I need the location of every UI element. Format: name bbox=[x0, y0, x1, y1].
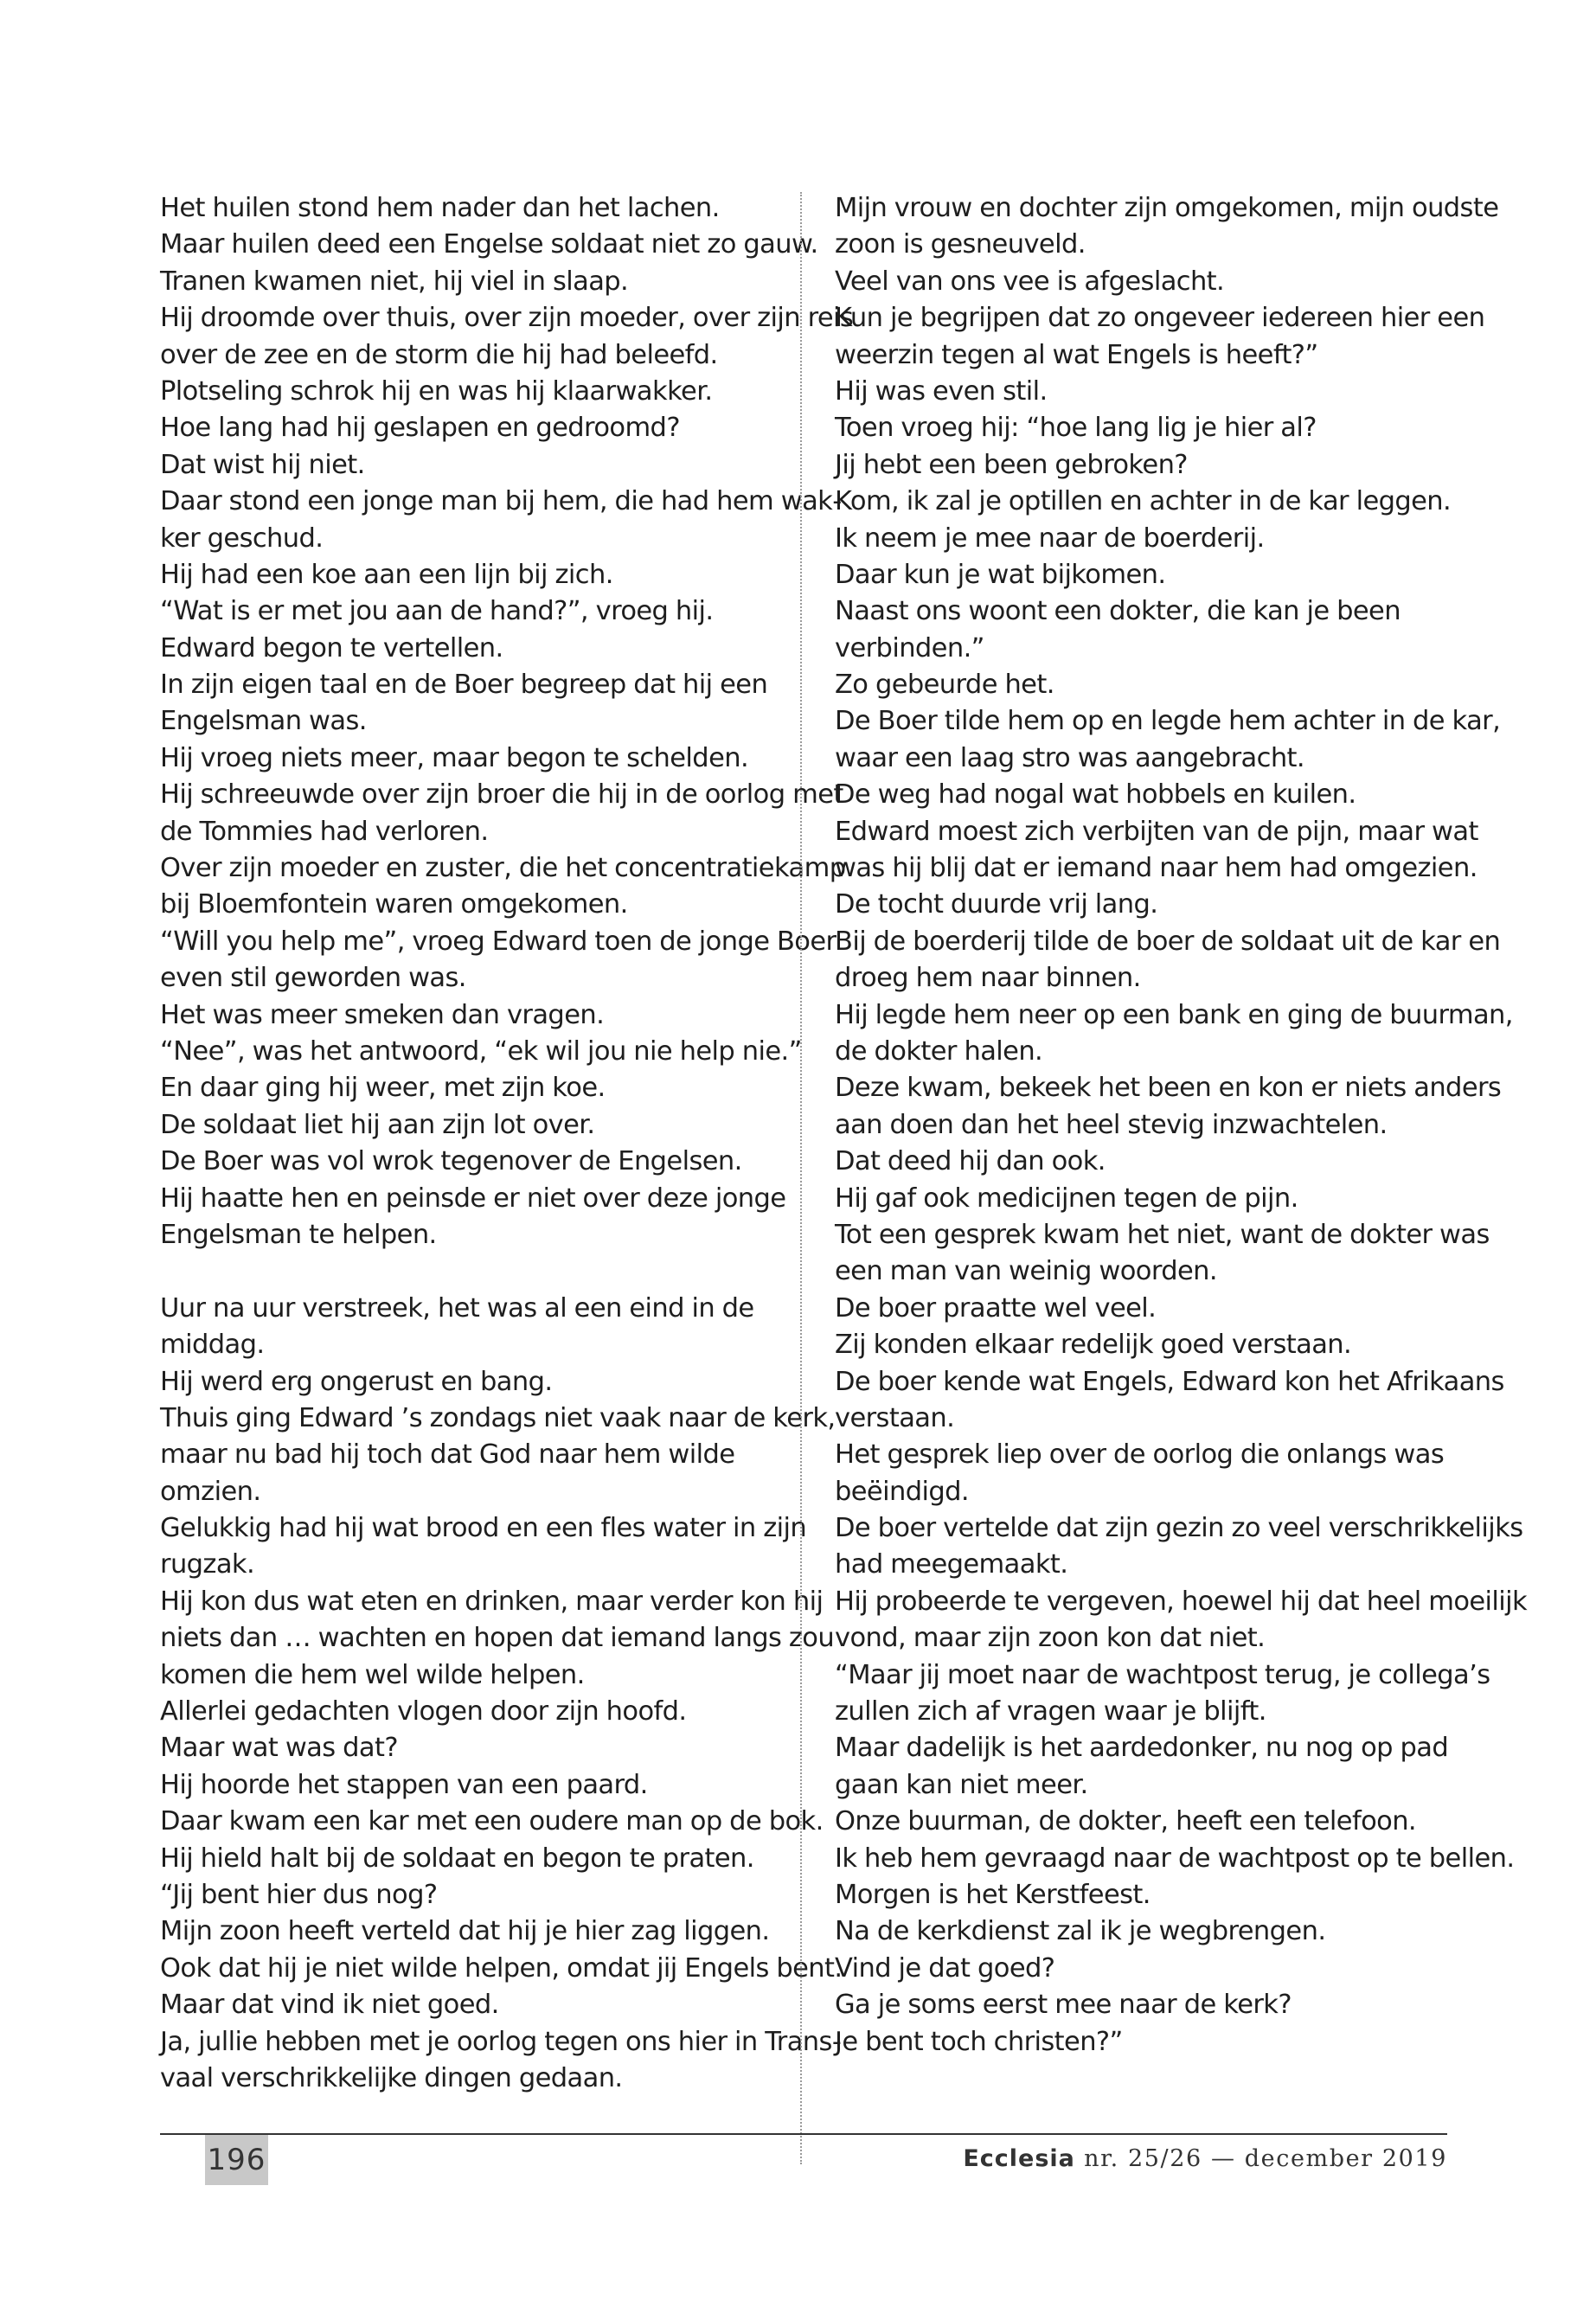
right-column-line: de dokter halen. bbox=[835, 1035, 1043, 1067]
left-column-line: niets dan … wachten en hopen dat iemand langs zou bbox=[160, 1623, 835, 1654]
left-column-line: Hij had een koe aan een lijn bij zich. bbox=[160, 559, 613, 590]
right-column-line: verbinden.” bbox=[835, 632, 984, 663]
paragraph-gap bbox=[160, 1253, 783, 1290]
left-column-line: komen die hem wel wilde helpen. bbox=[160, 1659, 585, 1690]
left-column-line: rugzak. bbox=[160, 1549, 255, 1580]
left-column-line: Maar dat vind ik niet goed. bbox=[160, 1990, 499, 2021]
left-column-line: “Will you help me”, vroeg Edward toen de jonge Boer bbox=[160, 926, 836, 957]
left-column-line: Hij droomde over thuis, over zijn moeder, over zijn reis bbox=[160, 303, 854, 334]
footer-publication-info bbox=[963, 2145, 1447, 2172]
left-column-line: bij Bloemfontein waren omgekomen. bbox=[160, 889, 628, 920]
right-column-line: De boer vertelde dat zijn gezin zo veel verschrikkelijks bbox=[835, 1513, 1523, 1544]
right-column-line: vond, maar zijn zoon kon dat niet. bbox=[835, 1623, 1266, 1654]
right-column-line: Edward moest zich verbijten van de pijn, maar wat bbox=[835, 816, 1478, 847]
right-column-line: Naast ons woont een dokter, die kan je been bbox=[835, 596, 1401, 627]
left-column-line: maar nu bad hij toch dat God naar hem wilde bbox=[160, 1439, 735, 1471]
right-column-line: een man van weinig woorden. bbox=[835, 1256, 1218, 1287]
left-column-line: Over zijn moeder en zuster, die het concentratiekamp bbox=[160, 853, 846, 884]
right-column-line: Hij was even stil. bbox=[835, 375, 1048, 407]
right-column-line: De Boer tilde hem op en legde hem achter in de kar, bbox=[835, 706, 1501, 737]
left-column-line: Hij schreeuwde over zijn broer die hij in de oorlog met bbox=[160, 779, 843, 811]
right-column-line: was hij blij dat er iemand naar hem had omgezien. bbox=[835, 853, 1477, 884]
left-column-line: Hij werd erg ongerust en bang. bbox=[160, 1366, 553, 1397]
left-column-line: “Wat is er met jou aan de hand?”, vroeg hij. bbox=[160, 596, 714, 627]
left-column-line: Allerlei gedachten vlogen door zijn hoofd. bbox=[160, 1696, 687, 1727]
right-column-line: Mijn vrouw en dochter zijn omgekomen, mijn oudste bbox=[835, 193, 1499, 223]
left-column-line: Ook dat hij je niet wilde helpen, omdat jij Engels bent. bbox=[160, 1952, 843, 1984]
left-column-line: even stil geworden was. bbox=[160, 963, 466, 994]
right-column-line: Hij probeerde te vergeven, hoewel hij dat heel moeilijk bbox=[835, 1586, 1528, 1617]
left-column-line: de Tommies had verloren. bbox=[160, 816, 489, 847]
right-column-line: waar een laag stro was aangebracht. bbox=[835, 742, 1304, 773]
left-column-line: En daar ging hij weer, met zijn koe. bbox=[160, 1073, 606, 1104]
left-column-line: De soldaat liet hij aan zijn lot over. bbox=[160, 1109, 595, 1140]
footer-rule bbox=[160, 2133, 1447, 2135]
left-column-line: Hoe lang had hij geslapen en gedroomd? bbox=[160, 413, 680, 444]
right-column-line: Maar dadelijk is het aardedonker, nu nog op pad bbox=[835, 1733, 1449, 1764]
left-column-line: Het was meer smeken dan vragen. bbox=[160, 999, 605, 1030]
right-column-line: Deze kwam, bekeek het been en kon er niets anders bbox=[835, 1073, 1502, 1104]
left-column-line: Hij haatte hen en peinsde er niet over deze jonge bbox=[160, 1183, 786, 1214]
right-column-line: had meegemaakt. bbox=[835, 1549, 1068, 1580]
left-column-line: Maar huilen deed een Engelse soldaat niet zo gauw. bbox=[160, 229, 818, 260]
right-column-line: verstaan. bbox=[835, 1402, 955, 1433]
right-column-line: Onze buurman, de dokter, heeft een telefoon. bbox=[835, 1806, 1417, 1837]
left-column-line: middag. bbox=[160, 1330, 265, 1361]
right-column-line: De weg had nogal wat hobbels en kuilen. bbox=[835, 779, 1356, 811]
right-column-line: Ik heb hem gevraagd naar de wachtpost op te bellen. bbox=[835, 1843, 1515, 1874]
left-column-line: omzien. bbox=[160, 1476, 261, 1507]
left-column-line: Engelsman was. bbox=[160, 706, 367, 737]
left-column-line: ker geschud. bbox=[160, 522, 324, 554]
left-column-line: “Jij bent hier dus nog? bbox=[160, 1879, 438, 1910]
right-column-line: beëindigd. bbox=[835, 1476, 969, 1507]
right-column-line: Hij legde hem neer op een bank en ging de buurman, bbox=[835, 999, 1513, 1030]
right-column-line: Ga je soms eerst mee naar de kerk? bbox=[835, 1990, 1292, 2021]
right-column-line: gaan kan niet meer. bbox=[835, 1769, 1088, 1800]
right-column-line: Daar kun je wat bijkomen. bbox=[835, 559, 1166, 590]
column-divider bbox=[800, 192, 802, 2164]
right-column-line: Het gesprek liep over de oorlog die onlangs was bbox=[835, 1439, 1445, 1471]
left-column-line: Thuis ging Edward ’s zondags niet vaak naar de kerk, bbox=[160, 1402, 836, 1433]
right-column-line: Je bent toch christen?” bbox=[835, 2026, 1123, 2057]
left-column-line: Hij hield halt bij de soldaat en begon te praten. bbox=[160, 1843, 754, 1874]
right-column-line: De boer kende wat Engels, Edward kon het Afrikaans bbox=[835, 1366, 1504, 1397]
right-column-line: Hij gaf ook medicijnen tegen de pijn. bbox=[835, 1183, 1298, 1214]
right-column-line: Tot een gesprek kwam het niet, want de dokter was bbox=[835, 1219, 1490, 1250]
left-column-line: Ja, jullie hebben met je oorlog tegen ons hier in Trans- bbox=[160, 2026, 842, 2057]
left-column-line: vaal verschrikkelijke dingen gedaan. bbox=[160, 2062, 623, 2093]
left-column-line: Het huilen stond hem nader dan het lachen. bbox=[160, 193, 720, 223]
right-column-line: Jij hebt een been gebroken? bbox=[835, 449, 1188, 480]
right-column-line: Kun je begrijpen dat zo ongeveer iedereen hier een bbox=[835, 303, 1485, 334]
left-column-line: Tranen kwamen niet, hij viel in slaap. bbox=[160, 266, 629, 297]
left-column-line: Daar stond een jonge man bij hem, die had hem wak- bbox=[160, 486, 842, 517]
right-column-line: “Maar jij moet naar de wachtpost terug, je collega’s bbox=[835, 1659, 1490, 1690]
left-column-line: Mijn zoon heeft verteld dat hij je hier zag liggen. bbox=[160, 1916, 770, 1947]
right-text-column bbox=[835, 190, 1528, 2061]
right-column-line: De tocht duurde vrij lang. bbox=[835, 889, 1158, 920]
journal-name: Ecclesia bbox=[963, 2145, 1075, 2172]
right-column-line: Dat deed hij dan ook. bbox=[835, 1146, 1106, 1177]
right-column-line: droeg hem naar binnen. bbox=[835, 963, 1141, 994]
left-column-line: Plotseling schrok hij en was hij klaarwakker. bbox=[160, 375, 713, 407]
page-number: 196 bbox=[205, 2135, 268, 2185]
right-column-line: Na de kerkdienst zal ik je wegbrengen. bbox=[835, 1916, 1326, 1947]
right-column-line: zullen zich af vragen waar je blijft. bbox=[835, 1696, 1266, 1727]
left-column-line: over de zee en de storm die hij had beleefd. bbox=[160, 339, 718, 370]
right-column-line: De boer praatte wel veel. bbox=[835, 1292, 1157, 1324]
left-column-line: Maar wat was dat? bbox=[160, 1733, 398, 1764]
left-column-line: Dat wist hij niet. bbox=[160, 449, 365, 480]
right-column-line: aan doen dan het heel stevig inzwachtelen. bbox=[835, 1109, 1388, 1140]
left-text-column bbox=[160, 190, 854, 2097]
left-column-line: De Boer was vol wrok tegenover de Engelsen. bbox=[160, 1146, 742, 1177]
right-column-line: Zo gebeurde het. bbox=[835, 670, 1054, 701]
right-column-line: Ik neem je mee naar de boerderij. bbox=[835, 522, 1265, 554]
right-column-line: weerzin tegen al wat Engels is heeft?” bbox=[835, 339, 1318, 370]
right-column-line: Veel van ons vee is afgeslacht. bbox=[835, 266, 1225, 297]
left-column-line: Engelsman te helpen. bbox=[160, 1219, 437, 1250]
left-column-line: “Nee”, was het antwoord, “ek wil jou nie help nie.” bbox=[160, 1035, 802, 1067]
left-column-line: Uur na uur verstreek, het was al een eind in de bbox=[160, 1292, 754, 1324]
left-column-line: In zijn eigen taal en de Boer begreep dat hij een bbox=[160, 670, 768, 701]
right-column-line: Vind je dat goed? bbox=[835, 1952, 1055, 1984]
right-column-line: Kom, ik zal je optillen en achter in de kar leggen. bbox=[835, 486, 1452, 517]
right-column-line: zoon is gesneuveld. bbox=[835, 229, 1086, 260]
right-column-line: Bij de boerderij tilde de boer de soldaat uit de kar en bbox=[835, 926, 1501, 957]
left-column-line: Daar kwam een kar met een oudere man op de bok. bbox=[160, 1806, 824, 1837]
right-column-line: Toen vroeg hij: “hoe lang lig je hier al? bbox=[835, 413, 1317, 444]
left-column-line: Gelukkig had hij wat brood en een fles water in zijn bbox=[160, 1513, 807, 1544]
left-column-line: Hij kon dus wat eten en drinken, maar verder kon hij bbox=[160, 1586, 824, 1617]
left-column-line: Hij hoorde het stappen van een paard. bbox=[160, 1769, 648, 1800]
issue-info: nr. 25/26 — december 2019 bbox=[1074, 2145, 1447, 2172]
right-column-line: Morgen is het Kerstfeest. bbox=[835, 1879, 1151, 1910]
right-column-line: Zij konden elkaar redelijk goed verstaan. bbox=[835, 1330, 1352, 1361]
left-column-line: Edward begon te vertellen. bbox=[160, 632, 503, 663]
left-column-line: Hij vroeg niets meer, maar begon te schelden. bbox=[160, 742, 749, 773]
